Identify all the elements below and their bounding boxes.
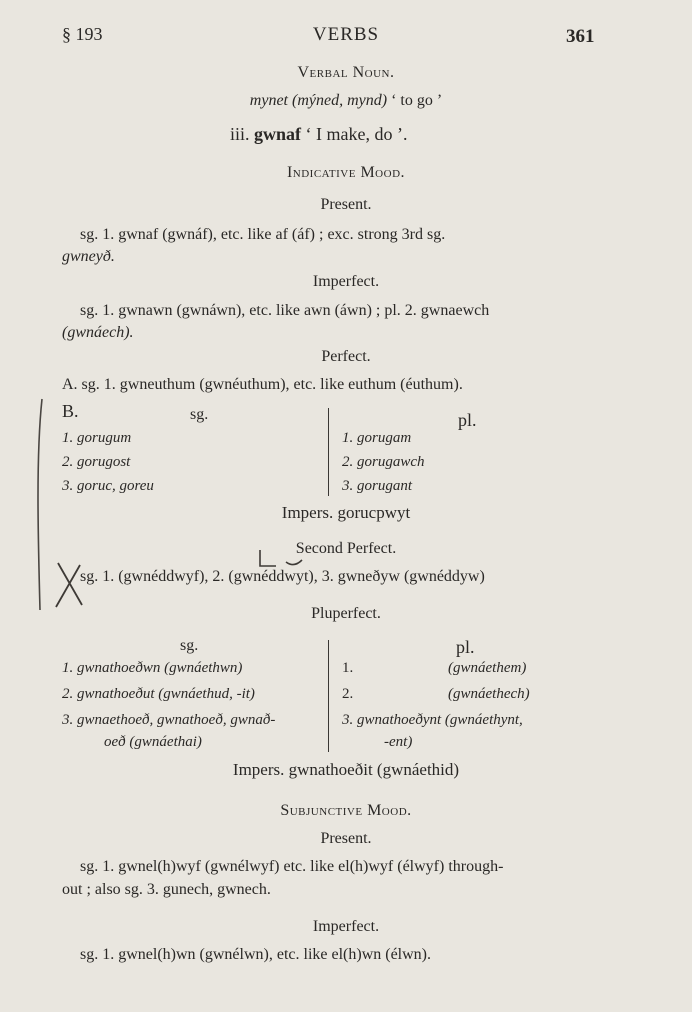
pencil-margin-bracket-icon bbox=[30, 395, 90, 620]
present-label: Present. bbox=[320, 196, 372, 213]
pluperfect-column-divider bbox=[328, 640, 329, 752]
subjunctive-present-line-2: out ; also sg. 3. gunech, gwnech. bbox=[62, 881, 271, 898]
indicative-heading: Indicative Mood. bbox=[286, 164, 406, 181]
pluperfect-sg-header: sg. bbox=[180, 637, 199, 654]
page-number: 361 bbox=[566, 26, 595, 47]
verb-heading bbox=[230, 124, 408, 145]
section-number: § 193 bbox=[62, 24, 103, 44]
pluperfect-sg-row: 3. gwnaethoeð, gwnathoeð, gwnað- bbox=[62, 712, 276, 728]
pluperfect-pl-row: 3. gwnathoeðynt (gwnáethynt, bbox=[342, 712, 523, 728]
present-line-1: sg. 1. gwnaf (gwnáf), etc. like af (áf) ; exc. strong 3rd sg. bbox=[80, 226, 446, 243]
pluperfect-impers: Impers. gwnathoeðit (gwnáethid) bbox=[232, 760, 460, 779]
perfect-sg-row: 2. gorugost bbox=[62, 454, 131, 470]
perfect-b-label: B. bbox=[62, 401, 79, 421]
perfect-label: Perfect. bbox=[321, 348, 371, 365]
second-perfect-label: Second Perfect. bbox=[295, 540, 397, 557]
running-title: VERBS bbox=[312, 24, 380, 45]
perfect-sg-row: 1. gorugum bbox=[62, 430, 132, 446]
perfect-pl-header: pl. bbox=[458, 410, 477, 430]
pluperfect-sg-row: oeð (gwnáethai) bbox=[104, 734, 202, 750]
verb-numeral: iii. bbox=[230, 124, 250, 144]
imperfect-line-2: (gwnáech). bbox=[62, 324, 134, 341]
pluperfect-pl-row: 2. bbox=[342, 686, 354, 702]
perfect-sg-row: 3. goruc, goreu bbox=[62, 478, 154, 494]
pluperfect-sg-row: 2. gwnathoeðut (gwnáethud, -it) bbox=[62, 686, 255, 702]
pluperfect-pl-header: pl. bbox=[456, 637, 475, 657]
verb-lemma: gwnaf bbox=[254, 124, 302, 144]
subjunctive-heading: Subjunctive Mood. bbox=[280, 802, 412, 819]
subjunctive-imperfect-label: Imperfect. bbox=[312, 918, 380, 935]
pluperfect-pl-row: (gwnáethem) bbox=[448, 660, 527, 676]
perfect-impers: Impers. gorucpwyt bbox=[281, 503, 411, 522]
pluperfect-pl-row: -ent) bbox=[384, 734, 413, 750]
imperfect-line-1: sg. 1. gwnawn (gwnáwn), etc. like awn (áwn) ; pl. 2. gwnaewch bbox=[80, 302, 490, 319]
perfect-pl-row: 3. gorugant bbox=[342, 478, 413, 494]
pencil-underline-mark-icon bbox=[256, 548, 316, 570]
subjunctive-imperfect-line-1: sg. 1. gwnel(h)wn (gwnélwn), etc. like el(h)wn (élwn). bbox=[80, 946, 432, 963]
verbal-noun-form: mynet (mýned, mynd) bbox=[249, 92, 388, 109]
perfect-sg-header: sg. bbox=[190, 406, 209, 423]
subjunctive-present-line-1: sg. 1. gwnel(h)wyf (gwnélwyf) etc. like el(h)wyf (élwyf) through- bbox=[80, 858, 504, 875]
verbal-noun-heading: Verbal Noun. bbox=[297, 64, 395, 81]
verb-gloss: ‘ I make, do ’. bbox=[305, 124, 408, 144]
pluperfect-sg-row: 1. gwnathoeðwn (gwnáethwn) bbox=[62, 660, 243, 676]
present-line-2: gwneyð. bbox=[62, 248, 115, 265]
second-perfect-line: sg. 1. (gwnéddwyf), 2. (gwnéddwyt), 3. gwneðyw (gwnéddyw) bbox=[80, 568, 485, 585]
perfect-pl-row: 1. gorugam bbox=[342, 430, 412, 446]
pluperfect-pl-row: 1. bbox=[342, 660, 354, 676]
perfect-pl-row: 2. gorugawch bbox=[342, 454, 425, 470]
pluperfect-pl-row: (gwnáethech) bbox=[448, 686, 530, 702]
verbal-noun-gloss: ‘ to go ’ bbox=[391, 92, 443, 109]
imperfect-label: Imperfect. bbox=[312, 273, 380, 290]
pluperfect-label: Pluperfect. bbox=[311, 605, 381, 622]
perfect-column-divider bbox=[328, 408, 329, 496]
perfect-a-line: A. sg. 1. gwneuthum (gwnéuthum), etc. like euthum (éuthum). bbox=[62, 376, 463, 393]
verbal-noun-line bbox=[0, 92, 692, 110]
subjunctive-present-label: Present. bbox=[320, 830, 372, 847]
